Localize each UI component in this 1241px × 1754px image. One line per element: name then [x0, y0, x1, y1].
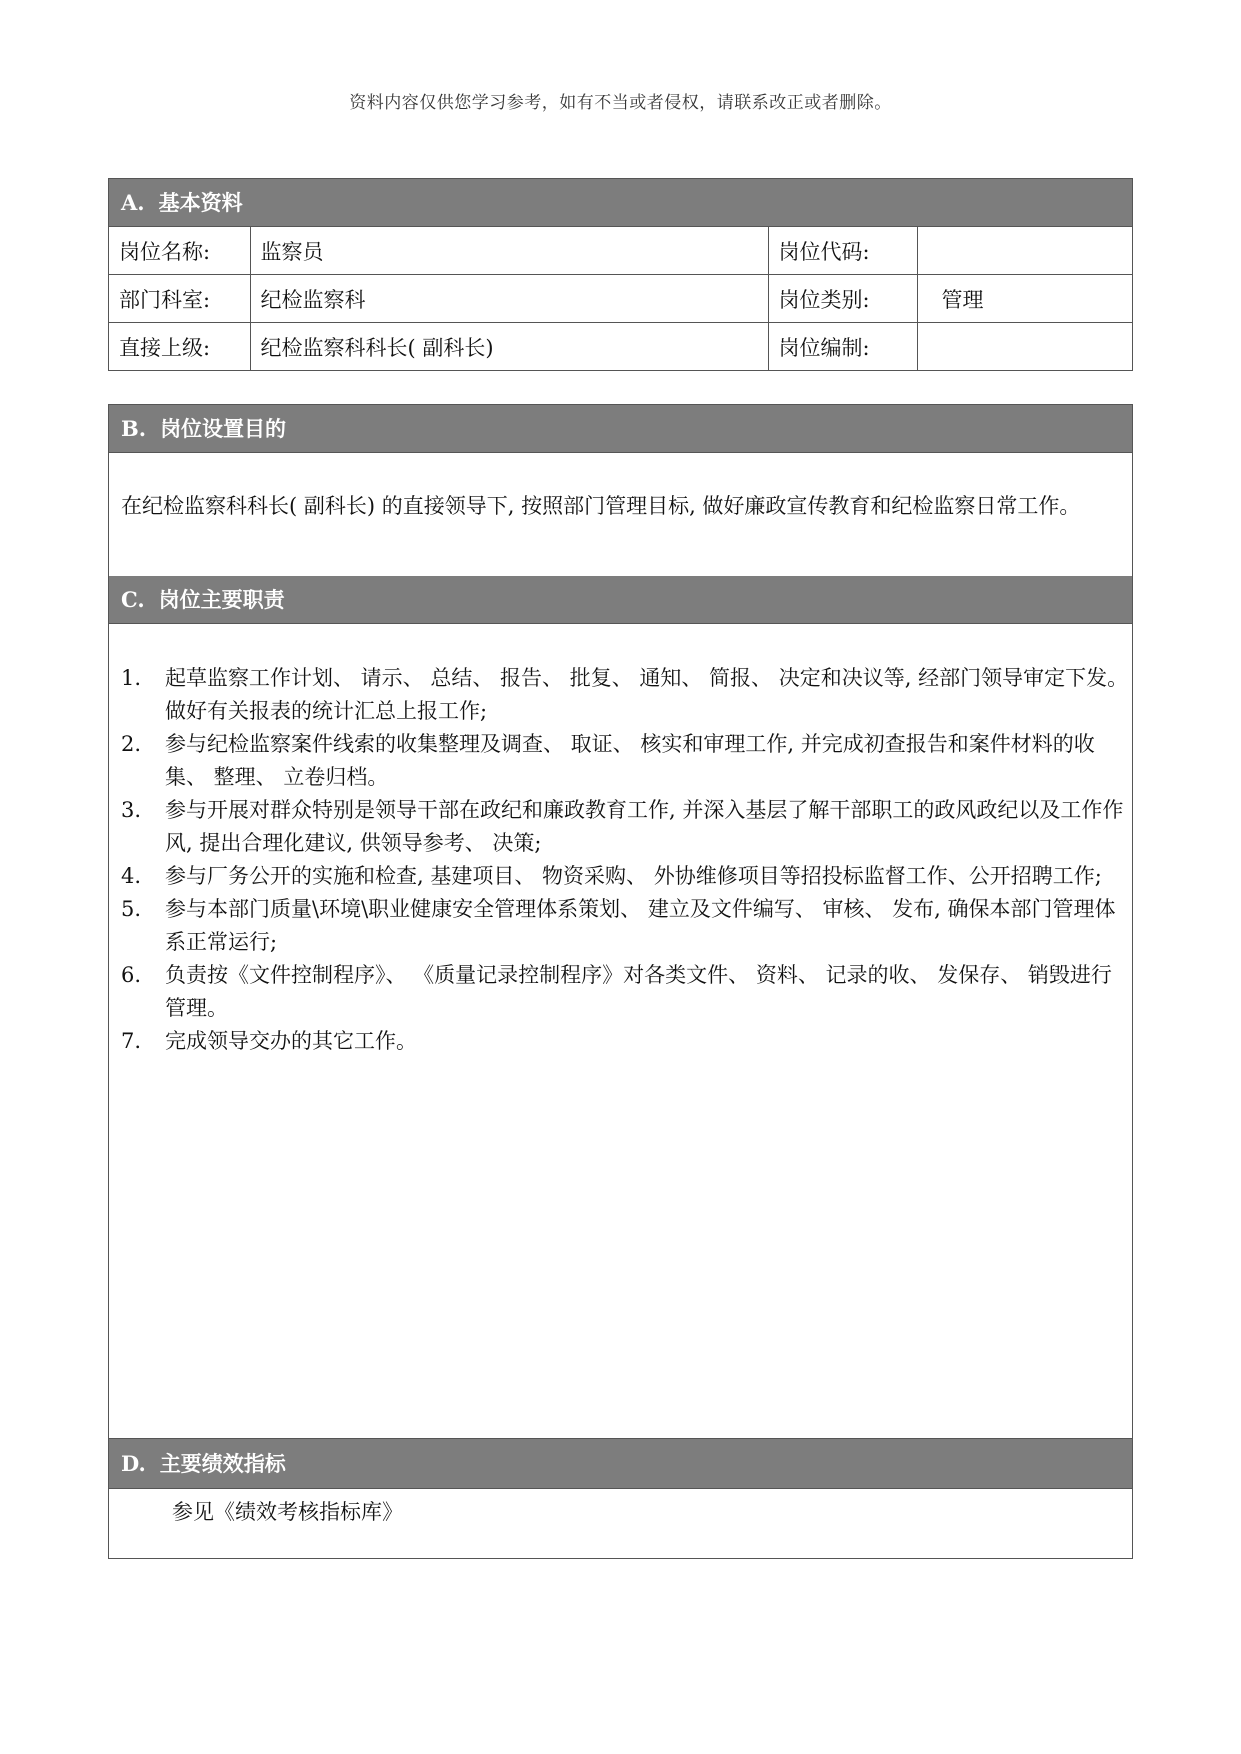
list-item [121, 860, 1132, 893]
label-cell: 岗位编制: [768, 323, 917, 371]
label-cell: 直接上级: [109, 323, 250, 371]
value-cell [917, 323, 1132, 371]
section-c-title: 岗位主要职责 [158, 587, 285, 612]
section-purpose-duties [108, 404, 1133, 1559]
table-row [109, 275, 1132, 323]
item-number: 4. [121, 864, 142, 888]
list-item [121, 728, 1132, 794]
section-c-letter: C. [121, 587, 145, 612]
item-number: 6. [121, 963, 142, 987]
value-cell: 管理 [917, 275, 1132, 323]
item-number: 2. [121, 732, 142, 756]
list-item [121, 893, 1132, 959]
list-item [121, 662, 1132, 728]
section-performance [108, 1438, 1133, 1559]
basic-info-table [109, 226, 1132, 370]
section-d-letter: D. [121, 1451, 146, 1476]
performance-text: 参见《绩效考核指标库》 [109, 1488, 1132, 1529]
section-d-title: 主要绩效指标 [159, 1451, 286, 1476]
table-row [109, 323, 1132, 371]
table-row [109, 227, 1132, 275]
value-cell: 纪检监察科 [250, 275, 768, 323]
item-text: 负责按《文件控制程序》、 《质量记录控制程序》对各类文件、 资料、 记录的收、 发保存、 销毁进行管理。 [165, 963, 1112, 1020]
copyright-notice: 资料内容仅供您学习参考，如有不当或者侵权，请联系改正或者删除。 [349, 93, 892, 113]
section-a-letter: A. [121, 190, 145, 215]
item-text: 参与厂务公开的实施和检查, 基建项目、 物资采购、 外协维修项目等招投标监督工作、公开招聘工作; [165, 864, 1102, 888]
section-b-title: 岗位设置目的 [160, 416, 287, 441]
label-cell: 部门科室: [109, 275, 250, 323]
label-cell: 岗位类别: [768, 275, 917, 323]
section-b-header [109, 405, 1132, 452]
item-number: 3. [121, 798, 142, 822]
section-d-header [109, 1439, 1132, 1488]
purpose-text: 在纪检监察科科长( 副科长) 的直接领导下, 按照部门管理目标, 做好廉政宣传教育和纪检监察日常工作。 [109, 452, 1132, 576]
item-number: 5. [121, 897, 142, 921]
section-c-header [109, 576, 1132, 623]
section-basic-info [108, 178, 1133, 371]
item-text: 完成领导交办的其它工作。 [165, 1029, 417, 1053]
label-cell: 岗位名称: [109, 227, 250, 275]
item-number: 7. [121, 1029, 142, 1053]
section-b-letter: B. [121, 416, 147, 441]
item-text: 参与本部门质量\环境\职业健康安全管理体系策划、 建立及文件编写、 审核、 发布, 确保本部门管理体系正常运行; [165, 897, 1116, 954]
list-item [121, 959, 1132, 1025]
item-text: 参与开展对群众特别是领导干部在政纪和廉政教育工作, 并深入基层了解干部职工的政风政纪以及工作作风, 提出合理化建议, 供领导参考、 决策; [165, 798, 1124, 855]
value-cell: 纪检监察科科长( 副科长) [250, 323, 768, 371]
value-cell [917, 227, 1132, 275]
value-cell: 监察员 [250, 227, 768, 275]
list-item [121, 794, 1132, 860]
item-text: 参与纪检监察案件线索的收集整理及调查、 取证、 核实和审理工作, 并完成初查报告和案件材料的收集、 整理、 立卷归档。 [165, 732, 1095, 789]
label-cell: 岗位代码: [768, 227, 917, 275]
section-a-header [109, 179, 1132, 226]
section-a-title: 基本资料 [158, 190, 243, 215]
item-text: 起草监察工作计划、 请示、 总结、 报告、 批复、 通知、 简报、 决定和决议等, 经部门领导审定下发。做好有关报表的统计汇总上报工作; [165, 666, 1129, 723]
item-number: 1. [121, 666, 142, 690]
list-item [121, 1025, 1132, 1058]
duties-list [109, 623, 1132, 1058]
